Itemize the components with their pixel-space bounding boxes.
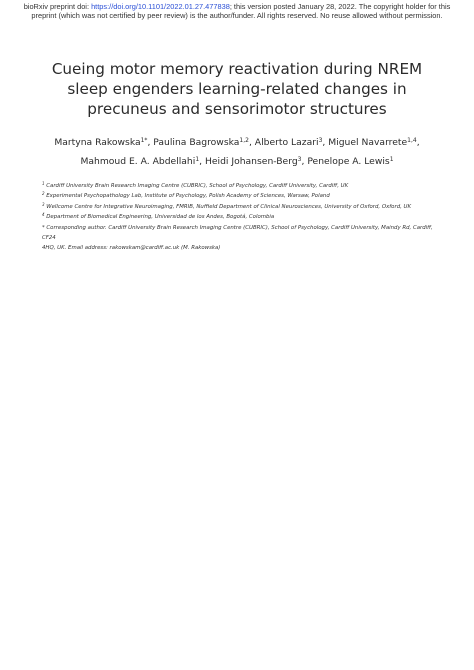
affiliation-text: Department of Biomedical Engineering, Universidad de los Andes, Bogotá, Colombia [44, 214, 275, 221]
author-affiliation-mark: 3 [297, 156, 302, 163]
paper-title: Cueing motor memory reactivation during NREM sleep engenders learning-related changes in precuneus and sensorimotor structures [51, 60, 423, 118]
affiliation-number: 1 [42, 181, 45, 186]
author [54, 137, 153, 148]
affiliation-number: 4 [42, 212, 45, 218]
author-affiliation-mark: 1 [195, 156, 200, 163]
author-name: Penelope A. Lewis [307, 156, 390, 167]
author-name: Martyna Rakowska [54, 137, 141, 148]
author-affiliation-mark: 1,4 [407, 137, 417, 144]
author-separator: , [416, 137, 420, 148]
author-name: Miguel Navarrete [328, 137, 408, 148]
affiliation [42, 212, 438, 222]
corresponding-author-line-2: 4HQ, UK. Email address: rakowskam@cardiff.ac.uk (M. Rakowska) [42, 245, 221, 252]
author-affiliation-mark: 3 [318, 137, 323, 144]
affiliation-number: 3 [42, 201, 45, 207]
author-separator: , [301, 156, 308, 167]
author [307, 156, 393, 167]
author-separator: , [199, 156, 205, 167]
author [80, 156, 205, 167]
affiliation-text: Wellcome Centre for Integrative Neuroimaging, FMRIB, Nuffield Department of Clinical Neurosciences, University of Oxford, Oxford, UK [44, 203, 412, 210]
author [255, 137, 328, 148]
author [328, 137, 419, 148]
affiliation-text: Experimental Psychopathology Lab, Institute of Psychology, Polish Academy of Sciences, Warsaw, Poland [44, 193, 330, 200]
author-name: Paulina Bagrowska [153, 137, 240, 148]
author-name: Alberto Lazari [254, 137, 319, 148]
affiliation [42, 191, 438, 201]
corresponding-author-line-1: * Corresponding author. Cardiff University Brain Research Imaging Centre (CUBRIC), School of Psychology, Cardiff University, Maindy Rd, Cardiff, CF24 [42, 224, 433, 242]
author-list [38, 133, 436, 171]
affiliation-list [42, 181, 438, 254]
author [205, 156, 307, 167]
author-affiliation-mark: 1* [140, 137, 148, 144]
notice-suffix: ; this version posted January 28, 2022. The copyright holder for this [229, 2, 451, 11]
affiliation [42, 202, 438, 212]
affiliation-number: 2 [42, 191, 45, 197]
notice-prefix: bioRxiv preprint doi: [23, 2, 92, 11]
author-affiliation-mark: 1,2 [239, 137, 249, 144]
preprint-notice [20, 3, 454, 20]
author-separator: , [322, 137, 329, 148]
doi-link[interactable]: https://doi.org/10.1101/2022.01.27.477838 [91, 2, 230, 11]
author-name: Mahmoud E. A. Abdellahi [80, 156, 196, 167]
author-separator: , [147, 137, 154, 148]
author-separator: , [248, 137, 255, 148]
author-affiliation-mark: 1 [389, 156, 394, 163]
author [153, 137, 255, 148]
preprint-notice-line-2: preprint (which was not certified by peer review) is the author/funder. All rights reserved. No reuse allowed without permission. [31, 10, 443, 20]
affiliation-text: Cardiff University Brain Research Imaging Centre (CUBRIC), School of Psychology, Cardiff University, Cardiff, UK [44, 183, 349, 189]
author-name: Heidi Johansen-Berg [204, 156, 298, 167]
affiliation [42, 181, 438, 191]
